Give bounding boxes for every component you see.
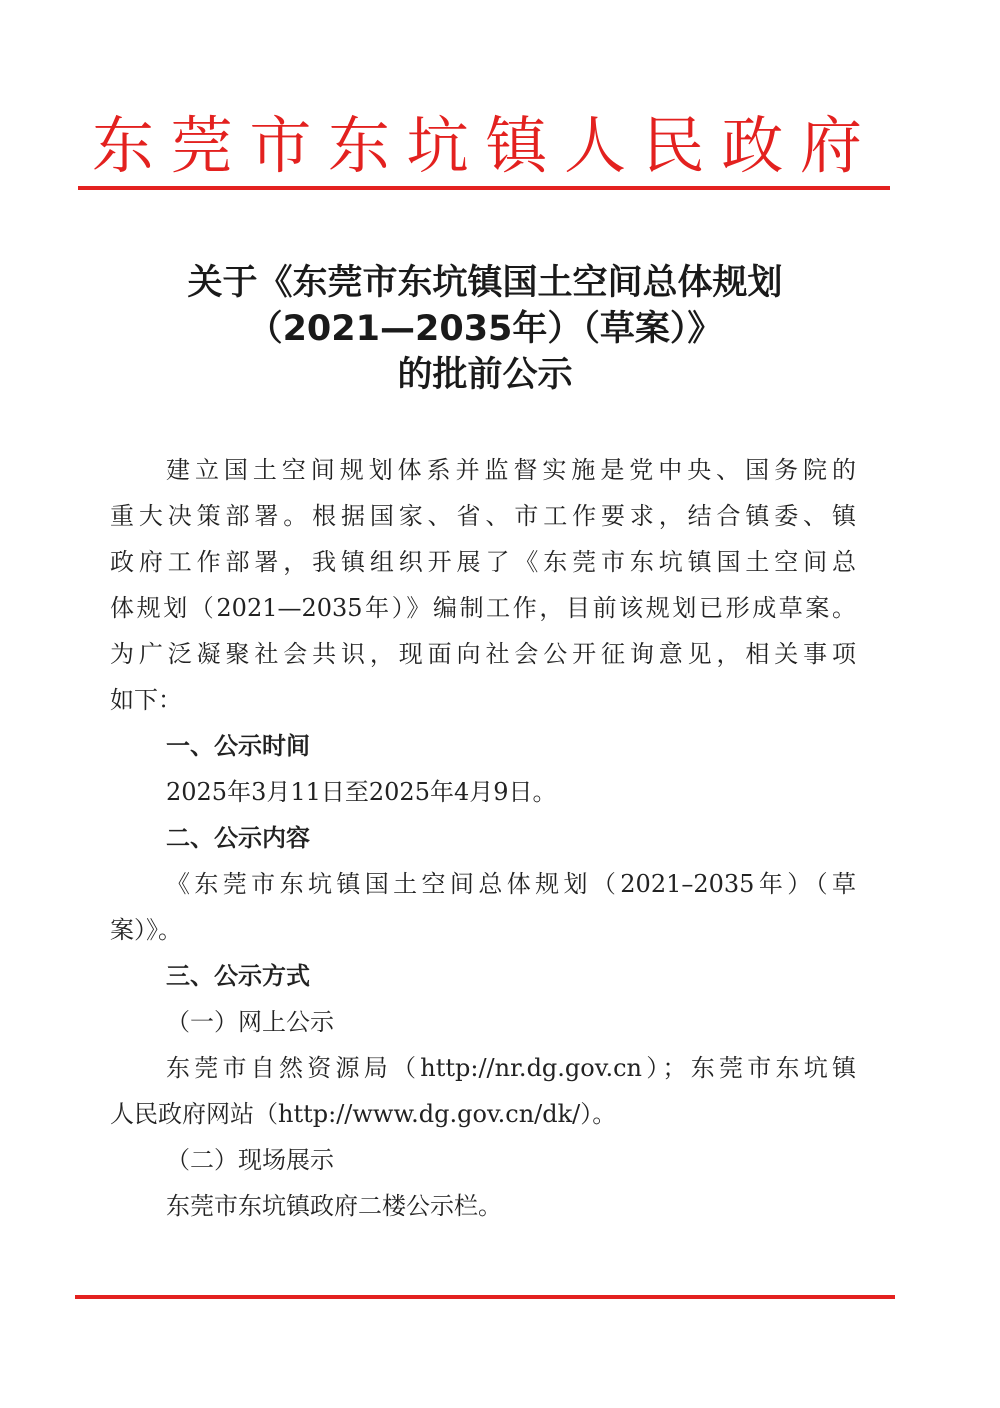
section-heading: 一、公示时间 <box>166 732 310 760</box>
body-text-line: 政府工作部署，我镇组织开展了《东莞市东坑镇国土空间总 <box>110 548 856 576</box>
body-text-line: （一）网上公示 <box>166 1008 334 1036</box>
body-text-line: 重大决策部署。根据国家、省、市工作要求，结合镇委、镇 <box>110 502 856 530</box>
body-text-line: 为广泛凝聚社会共识，现面向社会公开征询意见，相关事项 <box>110 640 856 668</box>
body-text-line: 《东莞市东坑镇国土空间总体规划（2021–2035年）（草 <box>166 870 856 898</box>
title-line: （2021—2035年）（草案）》 <box>247 309 723 349</box>
footer-red-divider <box>75 1295 895 1299</box>
body-text-line: 案）》。 <box>110 916 182 944</box>
body-text-line: 东莞市自然资源局（http://nr.dg.gov.cn）；东莞市东坑镇 <box>166 1054 856 1082</box>
body-text-line: （二）现场展示 <box>166 1146 334 1174</box>
title-line: 的批前公示 <box>397 355 573 395</box>
body-text-line: 2025年3月11日至2025年4月9日。 <box>166 778 557 806</box>
document-body <box>110 447 856 1229</box>
body-text-line: 建立国土空间规划体系并监督实施是党中央、国务院的 <box>166 456 856 484</box>
body-text-line: 体规划（2021—2035年）》编制工作，目前该规划已形成草案。 <box>110 594 856 622</box>
body-text-line: 人民政府网站（http://www.dg.gov.cn/dk/）。 <box>110 1100 617 1128</box>
section-heading: 二、公示内容 <box>166 824 310 852</box>
section-heading: 三、公示方式 <box>166 962 310 990</box>
issuing-authority-header: 东莞市东坑镇人民政府 <box>92 109 862 182</box>
body-text-line: 东莞市东坑镇政府二楼公示栏。 <box>166 1192 502 1220</box>
header-red-divider <box>78 186 890 190</box>
body-text-line: 如下： <box>110 686 182 714</box>
document-title <box>100 260 870 398</box>
title-line: 关于《东莞市东坑镇国土空间总体规划 <box>187 263 783 303</box>
